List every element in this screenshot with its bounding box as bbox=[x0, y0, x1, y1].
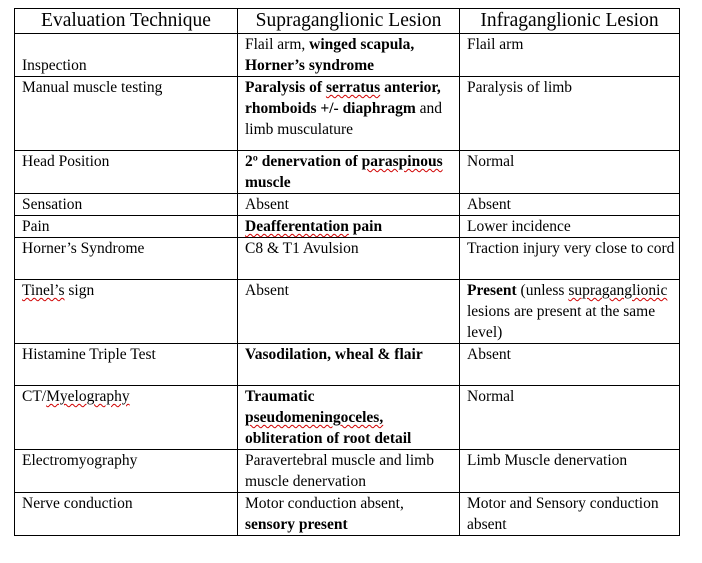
cell-infraganglionic: Limb Muscle denervation bbox=[460, 450, 680, 493]
cell-evaluation-technique: Tinel’s sign bbox=[15, 280, 238, 344]
cell-supraganglionic: C8 & T1 Avulsion bbox=[238, 238, 460, 280]
cell-infraganglionic: Lower incidence bbox=[460, 216, 680, 238]
table-row bbox=[15, 77, 680, 151]
table-row bbox=[15, 216, 680, 238]
cell-infraganglionic: Normal bbox=[460, 386, 680, 450]
table-row bbox=[15, 450, 680, 493]
header-evaluation-technique: Evaluation Technique bbox=[15, 9, 238, 34]
header-row bbox=[15, 9, 680, 34]
cell-infraganglionic: Absent bbox=[460, 344, 680, 386]
table-body bbox=[15, 34, 680, 536]
table-row bbox=[15, 344, 680, 386]
cell-infraganglionic: Flail arm bbox=[460, 34, 680, 77]
table-row bbox=[15, 238, 680, 280]
cell-supraganglionic: Motor conduction absent, sensory present bbox=[238, 493, 460, 536]
table-row bbox=[15, 194, 680, 216]
cell-supraganglionic: Paralysis of serratus anterior, rhomboids +/- diaphragm and limb musculature bbox=[238, 77, 460, 151]
cell-evaluation-technique: Sensation bbox=[15, 194, 238, 216]
table-row bbox=[15, 386, 680, 450]
cell-supraganglionic: Absent bbox=[238, 280, 460, 344]
cell-evaluation-technique: Electromyography bbox=[15, 450, 238, 493]
cell-evaluation-technique: CT/Myelography bbox=[15, 386, 238, 450]
cell-supraganglionic: Paravertebral muscle and limb muscle denervation bbox=[238, 450, 460, 493]
cell-evaluation-technique: Histamine Triple Test bbox=[15, 344, 238, 386]
cell-supraganglionic: Absent bbox=[238, 194, 460, 216]
cell-supraganglionic: Flail arm, winged scapula, Horner’s syndrome bbox=[238, 34, 460, 77]
cell-supraganglionic: Vasodilation, wheal & flair bbox=[238, 344, 460, 386]
cell-evaluation-technique: Head Position bbox=[15, 151, 238, 194]
cell-infraganglionic: Present (unless supraganglionic lesions are present at the same level) bbox=[460, 280, 680, 344]
cell-supraganglionic: Deafferentation pain bbox=[238, 216, 460, 238]
cell-infraganglionic: Motor and Sensory conduction absent bbox=[460, 493, 680, 536]
cell-infraganglionic: Absent bbox=[460, 194, 680, 216]
header-supraganglionic-lesion: Supraganglionic Lesion bbox=[238, 9, 460, 34]
header-infraganglionic-lesion: Infraganglionic Lesion bbox=[460, 9, 680, 34]
cell-supraganglionic: 2º denervation of paraspinous muscle bbox=[238, 151, 460, 194]
cell-infraganglionic: Paralysis of limb bbox=[460, 77, 680, 151]
cell-evaluation-technique: Horner’s Syndrome bbox=[15, 238, 238, 280]
cell-infraganglionic: Traction injury very close to cord bbox=[460, 238, 680, 280]
cell-evaluation-technique: Inspection bbox=[15, 34, 238, 77]
cell-infraganglionic: Normal bbox=[460, 151, 680, 194]
table-row bbox=[15, 34, 680, 77]
cell-evaluation-technique: Manual muscle testing bbox=[15, 77, 238, 151]
cell-evaluation-technique: Nerve conduction bbox=[15, 493, 238, 536]
cell-evaluation-technique: Pain bbox=[15, 216, 238, 238]
cell-supraganglionic: Traumatic pseudomeningoceles, obliteration of root detail bbox=[238, 386, 460, 450]
table-row bbox=[15, 493, 680, 536]
table-row bbox=[15, 151, 680, 194]
table-row bbox=[15, 280, 680, 344]
lesion-comparison-table bbox=[14, 8, 680, 536]
